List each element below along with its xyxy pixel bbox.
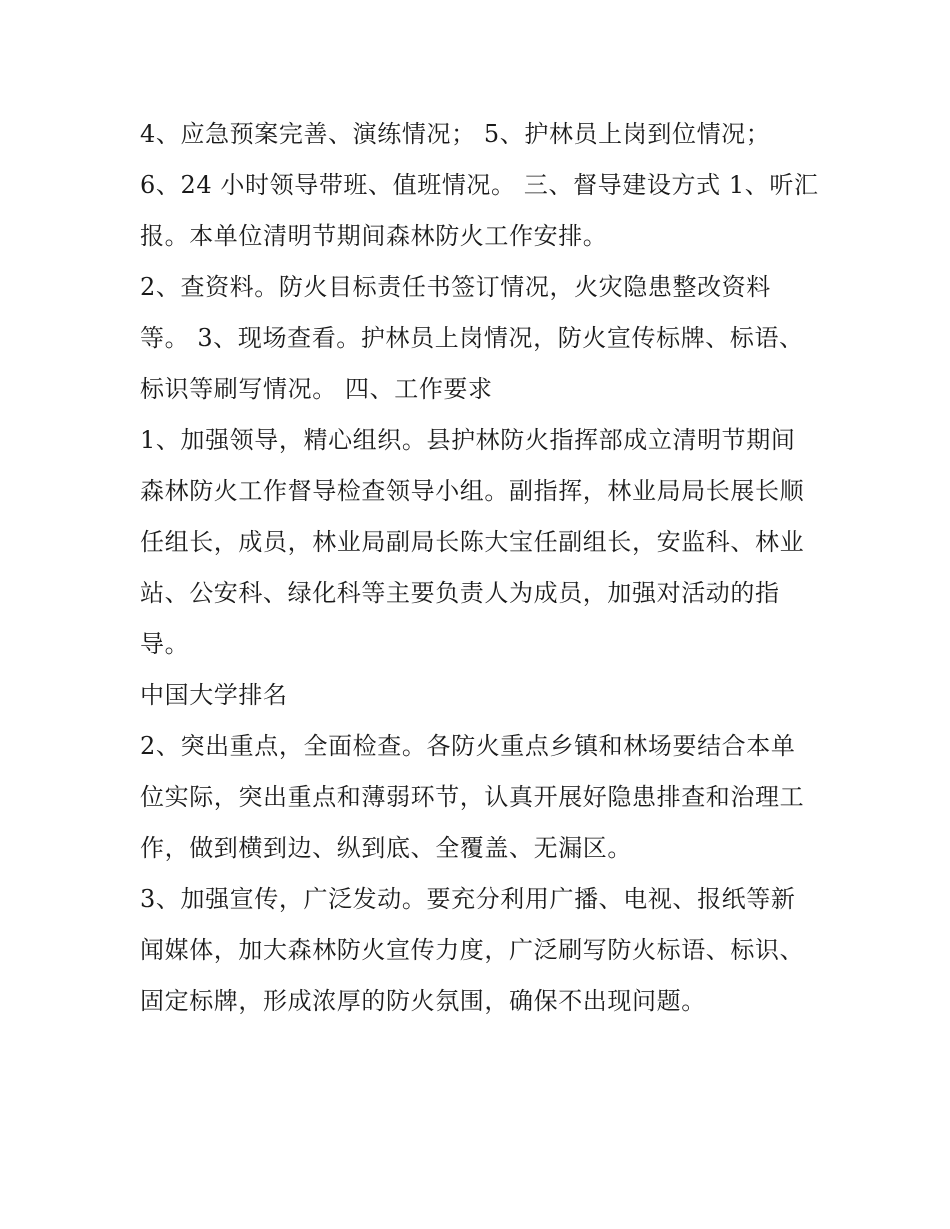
text-line-16: 3、加强宣传，广泛发动。要充分利用广播、电视、报纸等新 — [140, 885, 796, 913]
text-line-4: 2、查资料。防火目标责任书签订情况，火灾隐患整改资料 — [140, 273, 771, 301]
text-line-14: 位实际，突出重点和薄弱环节，认真开展好隐患排查和治理工 — [140, 783, 805, 811]
text-line-9: 任组长，成员，林业局副局长陈大宝任副组长，安监科、林业 — [140, 528, 805, 556]
text-line-7: 1、加强领导，精心组织。县护林防火指挥部成立清明节期间 — [140, 426, 796, 454]
document-body — [140, 109, 820, 1027]
text-line-12-heading: 中国大学排名 — [140, 681, 288, 709]
text-line-18: 固定标牌，形成浓厚的防火氛围，确保不出现问题。 — [140, 987, 706, 1015]
text-line-11: 导。 — [140, 630, 190, 658]
text-line-17: 闻媒体，加大森林防火宣传力度，广泛刷写防火标语、标识、 — [140, 936, 805, 964]
text-line-15: 作，做到横到边、纵到底、全覆盖、无漏区。 — [140, 834, 632, 862]
text-line-8: 森林防火工作督导检查领导小组。副指挥，林业局局长展长顺 — [140, 477, 805, 505]
text-line-2: 6、24 小时领导带班、值班情况。 三、督导建设方式 1、听汇 — [140, 171, 819, 199]
text-line-13: 2、突出重点，全面检查。各防火重点乡镇和林场要结合本单 — [140, 732, 796, 760]
text-line-3: 报。本单位清明节期间森林防火工作安排。 — [140, 222, 608, 250]
text-line-1: 4、应急预案完善、演练情况； 5、护林员上岗到位情况； — [140, 120, 771, 148]
text-line-5: 等。 3、现场查看。护林员上岗情况，防火宣传标牌、标语、 — [140, 324, 804, 352]
text-line-6: 标识等刷写情况。 四、工作要求 — [140, 375, 493, 403]
text-line-10: 站、公安科、绿化科等主要负责人为成员，加强对活动的指 — [140, 579, 780, 607]
